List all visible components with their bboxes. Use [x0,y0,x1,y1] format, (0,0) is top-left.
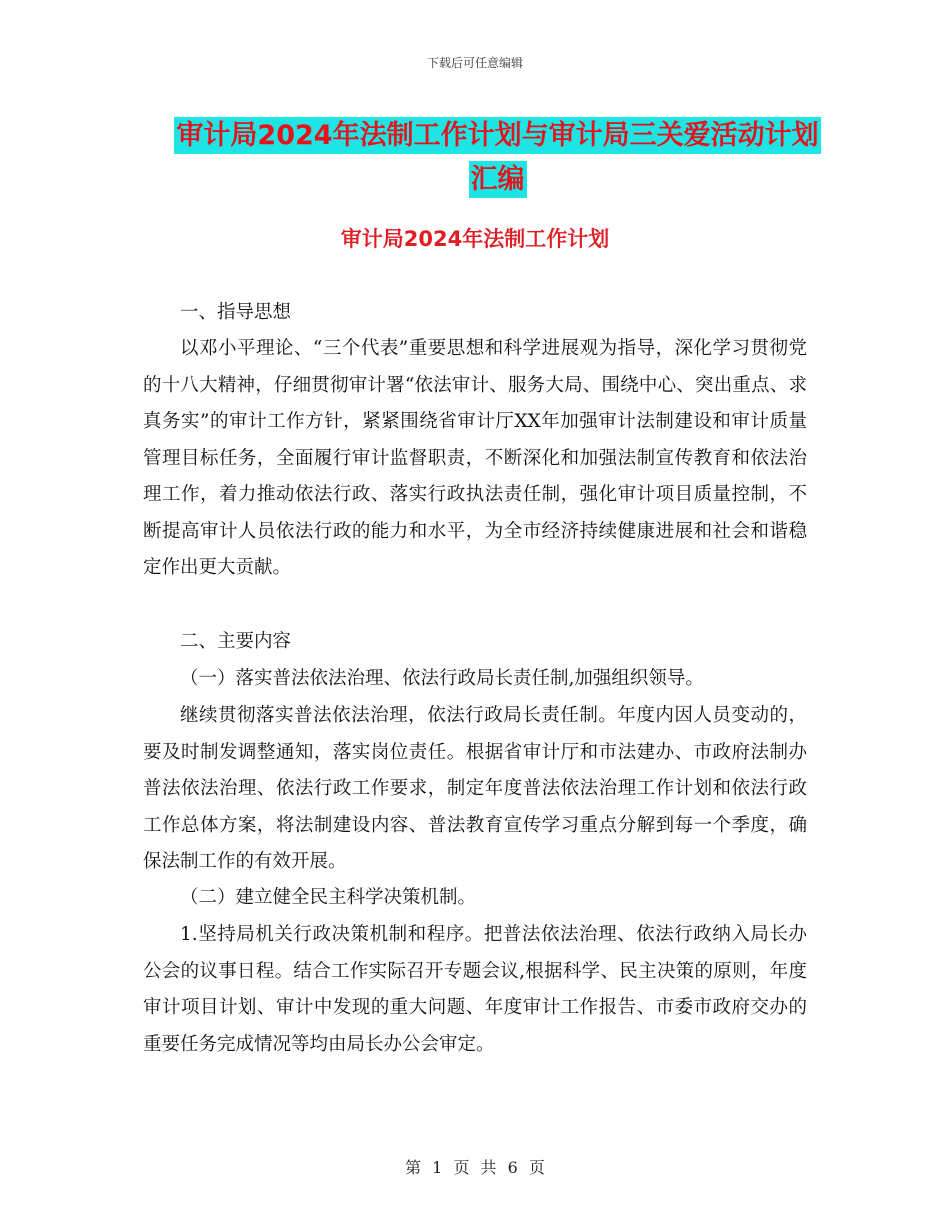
heading-guiding-ideology: 一、指导思想 [180,302,292,323]
document-title-text-1: 审计局2024年法制工作计划与审计局三关爱活动计划 [174,117,820,154]
document-title-text-2: 汇编 [469,161,527,198]
document-title-line-2 [145,157,850,196]
paragraph-decision-mechanism: 1.坚持局机关行政决策机制和程序。把普法依法治理、依法行政纳入局长办公会的议事日程。结合工作实际召开专题会议,根据科学、民主决策的原则，年度审计项目计划、审计中发现的重大问题、年度审计工作报告、市委市政府交办的重要任务完成情况等均由局长办公会审定。 [143,924,807,1055]
heading-main-content: 二、主要内容 [180,631,292,652]
subheading-decision-mechanism: （二）建立健全民主科学决策机制。 [180,887,477,908]
section-title: 审计局2024年法制工作计划 [340,227,610,251]
document-title-line-1 [145,113,850,152]
subheading-responsibility-system: （一）落实普法依法治理、依法行政局长责任制,加强组织领导。 [180,668,704,689]
paragraph-responsibility-system: 继续贯彻落实普法依法治理，依法行政局长责任制。年度内因人员变动的，要及时制发调整通知，落实岗位责任。根据省审计厅和市法建办、市政府法制办普法依法治理、依法行政工作要求，制定年度普法依法治理工作计划和依法行政工作总体方案，将法制建设内容、普法教育宣传学习重点分解到每一个季度，确保法制工作的有效开展。 [143,705,807,872]
page-footer: 第 1 页 共 6 页 [405,1158,545,1177]
header-note: 下载后可任意编辑 [426,56,523,70]
paragraph-guiding-ideology: 以邓小平理论、“三个代表”重要思想和科学进展观为指导，深化学习贯彻党的十八大精神，仔细贯彻审计署“依法审计、服务大局、围绕中心、突出重点、求真务实”的审计工作方针，紧紧围绕省审计厅XX年加强审计法制建设和审计质量管理目标任务，全面履行审计监督职责，不断深化和加强法制宣传教育和依法治理工作，着力推动依法行政、落实行政执法责任制，强化审计项目质量控制，不断提高审计人员依法行政的能力和水平，为全市经济持续健康进展和社会和谐稳定作出更大贡献。 [143,338,807,578]
